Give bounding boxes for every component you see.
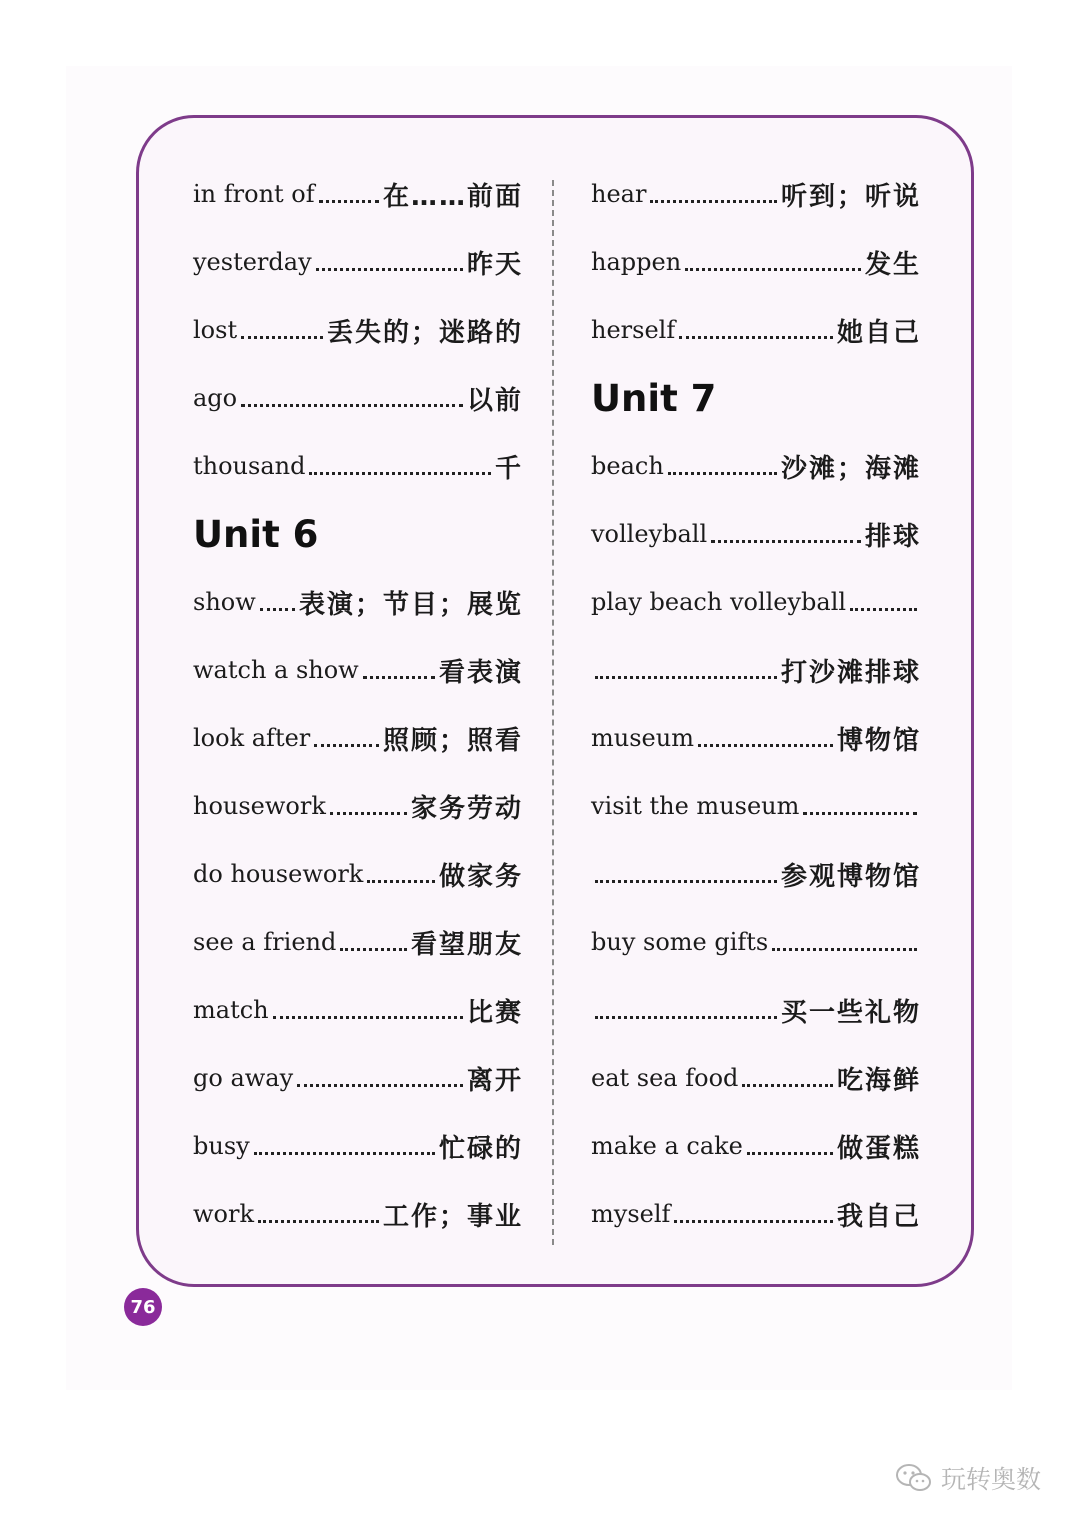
english-term: thousand (193, 452, 306, 480)
english-term: ago (193, 384, 238, 412)
chinese-meaning: 博物馆 (836, 725, 921, 756)
vocab-entry (193, 1044, 523, 1112)
leader-dots (747, 1152, 833, 1155)
chinese-meaning: 忙碌的 (438, 1133, 523, 1164)
vocab-entry (591, 432, 921, 500)
vocab-entry (591, 500, 921, 568)
chinese-meaning: 沙滩；海滩 (780, 453, 921, 484)
english-term: make a cake (591, 1132, 743, 1160)
english-term: match (193, 996, 269, 1024)
vocab-entry (591, 296, 921, 364)
unit-heading: Unit 6 (193, 512, 319, 556)
vocab-entry (591, 704, 921, 772)
left-vocab-column (193, 160, 523, 1248)
english-term: do housework (193, 860, 364, 888)
right-vocab-column (591, 160, 921, 1248)
vocab-entry (591, 1044, 921, 1112)
chinese-meaning: 听到；听说 (780, 181, 921, 212)
leader-dots (742, 1084, 833, 1087)
english-term: lost (193, 316, 238, 344)
chinese-meaning: 发生 (864, 249, 921, 280)
english-term: watch a show (193, 656, 359, 684)
leader-dots (698, 744, 833, 747)
vocab-entry (591, 1112, 921, 1180)
leader-dots (309, 472, 491, 475)
vocab-entry (591, 976, 921, 1044)
leader-dots (650, 200, 777, 203)
vocab-entry (193, 296, 523, 364)
column-divider (552, 180, 554, 1245)
leader-dots (258, 1220, 379, 1223)
leader-dots (297, 1084, 463, 1087)
english-term: housework (193, 792, 326, 820)
vocab-entry (591, 908, 921, 976)
english-term: busy (193, 1132, 250, 1160)
chinese-meaning: 做家务 (438, 861, 523, 892)
page-number: 76 (124, 1288, 162, 1326)
chinese-meaning: 我自己 (836, 1201, 921, 1232)
english-term: happen (591, 248, 682, 276)
english-term: volleyball (591, 520, 708, 548)
leader-dots (803, 812, 917, 815)
vocab-entry (193, 228, 523, 296)
vocab-entry (193, 160, 523, 228)
english-term: eat sea food (591, 1064, 739, 1092)
english-term: look after (193, 724, 311, 752)
leader-dots (595, 676, 777, 679)
english-term: buy some gifts (591, 928, 769, 956)
watermark (895, 1460, 1041, 1496)
english-term: see a friend (193, 928, 337, 956)
leader-dots (711, 540, 861, 543)
leader-dots (679, 336, 833, 339)
chinese-meaning: 看表演 (438, 657, 523, 688)
vocab-entry (193, 704, 523, 772)
chinese-meaning: 丢失的；迷路的 (326, 317, 523, 348)
wechat-icon (895, 1462, 933, 1494)
chinese-meaning: 昨天 (466, 249, 523, 280)
leader-dots (772, 948, 917, 951)
vocab-entry (193, 772, 523, 840)
vocab-entry (591, 1180, 921, 1248)
vocab-entry (591, 636, 921, 704)
leader-dots (241, 404, 463, 407)
chinese-meaning: 家务劳动 (410, 793, 523, 824)
english-term: visit the museum (591, 792, 800, 820)
chinese-meaning: 照顾；照看 (382, 725, 523, 756)
chinese-meaning: 在……前面 (382, 181, 523, 212)
leader-dots (340, 948, 407, 951)
chinese-meaning: 千 (494, 453, 523, 484)
vocab-entry (193, 364, 523, 432)
leader-dots (316, 268, 463, 271)
chinese-meaning: 吃海鲜 (836, 1065, 921, 1096)
leader-dots (363, 676, 435, 679)
chinese-meaning: 工作；事业 (382, 1201, 523, 1232)
vocab-entry (193, 636, 523, 704)
vocab-entry (193, 432, 523, 500)
chinese-meaning: 打沙滩排球 (780, 657, 921, 688)
leader-dots (668, 472, 777, 475)
english-term: beach (591, 452, 664, 480)
vocab-entry (591, 772, 921, 840)
vocab-entry (591, 840, 921, 908)
chinese-meaning: 买一些礼物 (780, 997, 921, 1028)
vocab-entry (193, 1180, 523, 1248)
vocab-entry (193, 976, 523, 1044)
vocab-entry (193, 908, 523, 976)
leader-dots (314, 744, 379, 747)
vocab-entry (193, 568, 523, 636)
leader-dots (674, 1220, 833, 1223)
english-term: go away (193, 1064, 294, 1092)
leader-dots (330, 812, 407, 815)
chinese-meaning: 离开 (466, 1065, 523, 1096)
leader-dots (595, 1016, 777, 1019)
vocab-entry (193, 840, 523, 908)
vocab-entry (193, 1112, 523, 1180)
english-term: show (193, 588, 256, 616)
chinese-meaning: 她自己 (836, 317, 921, 348)
vocab-entry (591, 568, 921, 636)
chinese-meaning: 看望朋友 (410, 929, 523, 960)
leader-dots (685, 268, 861, 271)
english-term: museum (591, 724, 694, 752)
leader-dots (273, 1016, 463, 1019)
unit-heading: Unit 7 (591, 376, 717, 420)
watermark-text: 玩转奥数 (941, 1465, 1042, 1494)
chinese-meaning: 排球 (864, 521, 921, 552)
vocab-entry (591, 228, 921, 296)
chinese-meaning: 表演；节目；展览 (298, 589, 523, 620)
leader-dots (319, 200, 379, 203)
leader-dots (241, 336, 323, 339)
leader-dots (850, 608, 917, 611)
leader-dots (367, 880, 435, 883)
english-term: hear (591, 180, 647, 208)
english-term: in front of (193, 180, 315, 208)
chinese-meaning: 比赛 (466, 997, 523, 1028)
english-term: myself (591, 1200, 671, 1228)
leader-dots (595, 880, 777, 883)
english-term: work (193, 1200, 255, 1228)
leader-dots (254, 1152, 435, 1155)
leader-dots (260, 608, 295, 611)
vocab-entry (591, 160, 921, 228)
chinese-meaning: 以前 (466, 385, 523, 416)
chinese-meaning: 参观博物馆 (780, 861, 921, 892)
chinese-meaning: 做蛋糕 (836, 1133, 921, 1164)
english-term: yesterday (193, 248, 312, 276)
english-term: herself (591, 316, 676, 344)
english-term: play beach volleyball (591, 588, 847, 616)
